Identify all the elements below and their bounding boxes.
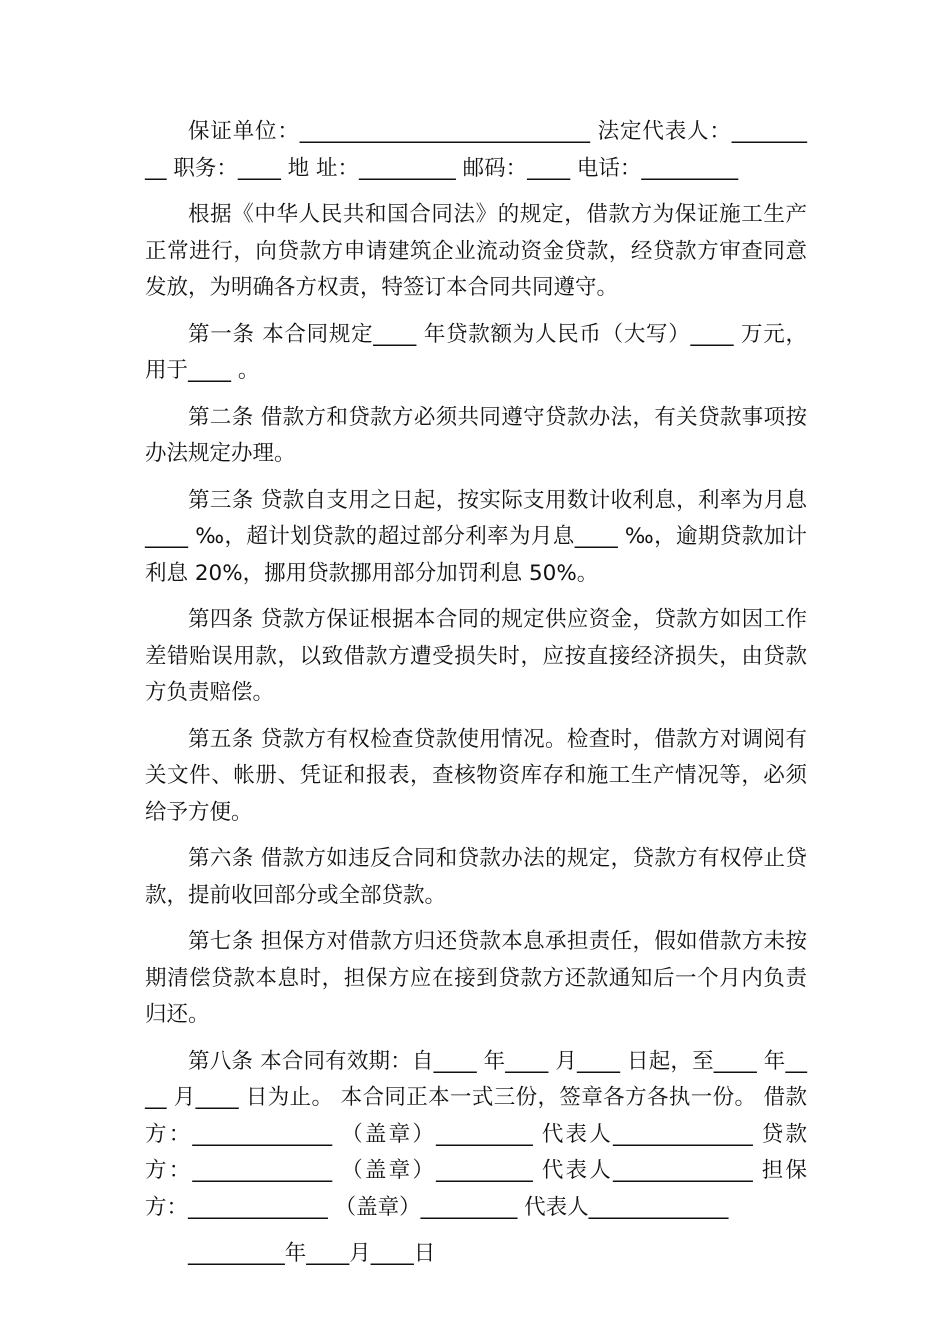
article-1-paragraph: 第一条 本合同规定____ 年贷款额为人民币（大写）____ 万元，用于____ 。 — [145, 321, 807, 383]
guarantor-info-paragraph: 保证单位：___________________________ 法定代表人：_________ 职务：____ 地 址：_________ 邮码：____ 电话：_________ — [145, 119, 807, 181]
signing-date-line: _________年____月____日 — [188, 1241, 436, 1266]
article-8-signature-paragraph: 第八条 本合同有效期：自____ 年____ 月____ 日起，至____ 年____ 月____ 日为止。 本合同正本一式三份，签章各方各执一份。 借款方：_____________ （盖章）_________ 代表人_____________ 贷款方：_____________ （盖章）_________ 代表人_____________ 担保方：_____________ （盖章）_________ 代表人_____________ — [145, 1048, 807, 1220]
article-7-paragraph: 第七条 担保方对借款方归还贷款本息承担责任，假如借款方未按期清偿贷款本息时，担保方应在接到贷款方还款通知后一个月内负责归还。 — [145, 929, 807, 1027]
article-6-paragraph: 第六条 借款方如违反合同和贷款办法的规定，贷款方有权停止贷款，提前收回部分或全部贷款。 — [145, 846, 807, 908]
contract-preamble-paragraph: 根据《中华人民共和国合同法》的规定，借款方为保证施工生产正常进行，向贷款方申请建筑企业流动资金贷款，经贷款方审查同意发放，为明确各方权责，特签订本合同共同遵守。 — [145, 202, 807, 300]
article-3-paragraph: 第三条 贷款自支用之日起，按实际支用数计收利息，利率为月息____ ‰，超计划贷款的超过部分利率为月息____ ‰，逾期贷款加计利息 20%，挪用贷款挪用部分加罚利息 50%。 — [145, 487, 807, 586]
article-4-paragraph: 第四条 贷款方保证根据本合同的规定供应资金，贷款方如因工作差错贻误用款，以致借款方遭受损失时，应按直接经济损失，由贷款方负责赔偿。 — [145, 607, 807, 705]
article-2-paragraph: 第二条 借款方和贷款方必须共同遵守贷款办法，有关贷款事项按办法规定办理。 — [145, 404, 807, 466]
article-5-paragraph: 第五条 贷款方有权检查贷款使用情况。检查时，借款方对调阅有关文件、帐册、凭证和报表，查核物资库存和施工生产情况等，必须给予方便。 — [145, 726, 807, 825]
contract-body — [145, 114, 807, 1273]
